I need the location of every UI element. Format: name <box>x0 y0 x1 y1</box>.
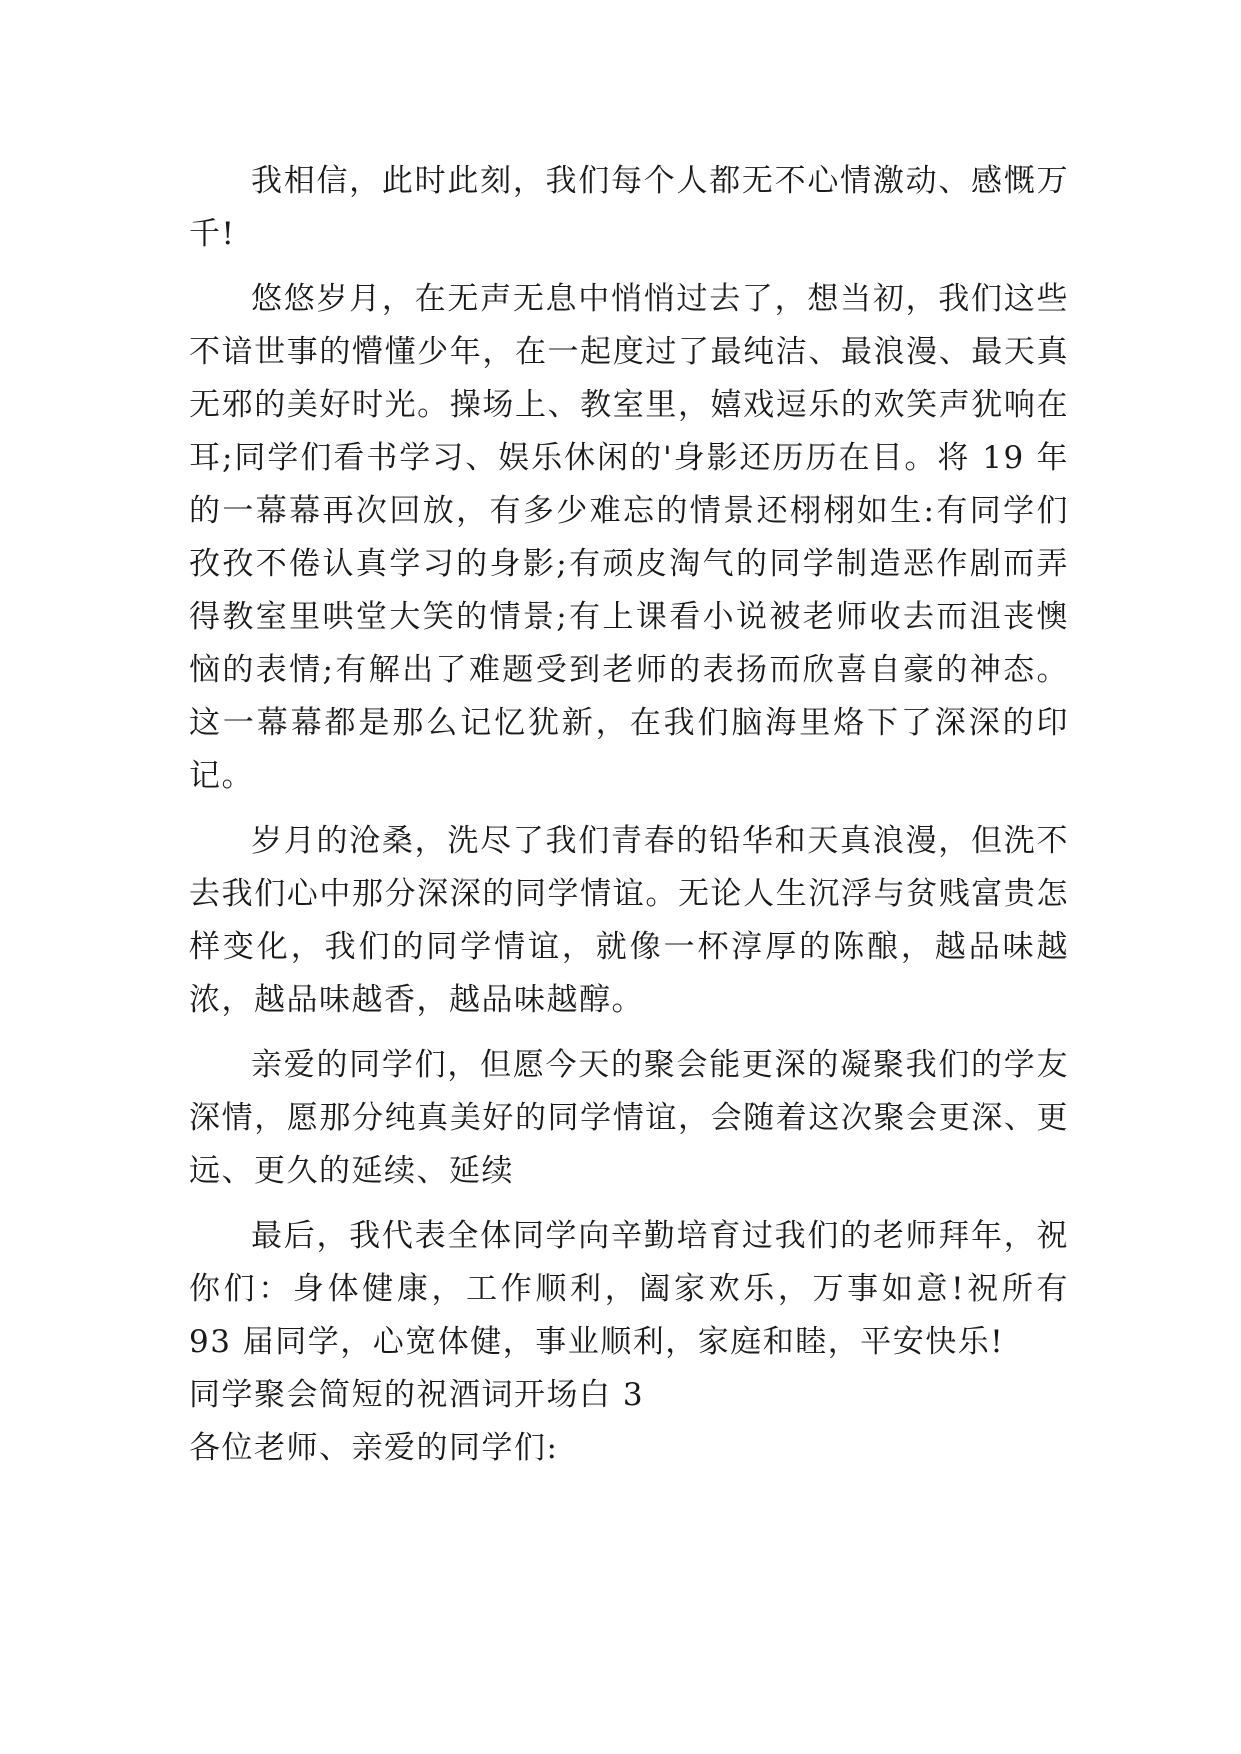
paragraph-friendship: 岁月的沧桑，洗尽了我们青春的铅华和天真浪漫，但洗不去我们心中那分深深的同学情谊。无论人生沉浮与贫贱富贵怎样变化，我们的同学情谊，就像一杯淳厚的陈酿，越品味越浓，越品味越香，越品味越醇。 <box>189 823 1069 1018</box>
paragraph-intro: 我相信，此时此刻，我们每个人都无不心情激动、感慨万千! <box>189 163 1069 252</box>
salutation: 各位老师、亲爱的同学们: <box>189 1430 559 1466</box>
paragraph-wishes: 亲爱的同学们，但愿今天的聚会能更深的凝聚我们的学友深情，愿那分纯真美好的同学情谊，会随着这次聚会更深、更远、更久的延续、延续 <box>189 1047 1069 1189</box>
document-body <box>189 155 1069 1475</box>
paragraph-memories: 悠悠岁月，在无声无息中悄悄过去了，想当初，我们这些不谙世事的懵懂少年，在一起度过了最纯洁、最浪漫、最天真无邪的美好时光。操场上、教室里，嬉戏逗乐的欢笑声犹响在耳;同学们看书学习、娱乐休闲的'身影还历历在目。将 19 年的一幕幕再次回放，有多少难忘的情景还栩栩如生:有同学们孜孜不倦认真学习的身影;有顽皮淘气的同学制造恶作剧而弄得教室里哄堂大笑的情景;有上课看小说被老师收去而沮丧懊恼的表情;有解出了难题受到老师的表扬而欣喜自豪的神态。这一幕幕都是那么记忆犹新，在我们脑海里烙下了深深的印记。 <box>189 281 1069 794</box>
paragraph-closing: 最后，我代表全体同学向辛勤培育过我们的老师拜年，祝你们：身体健康，工作顺利，阖家欢乐，万事如意!祝所有 93 届同学，心宽体健，事业顺利，家庭和睦，平安快乐! <box>189 1218 1069 1360</box>
section-heading: 同学聚会简短的祝酒词开场白 3 <box>189 1377 645 1413</box>
